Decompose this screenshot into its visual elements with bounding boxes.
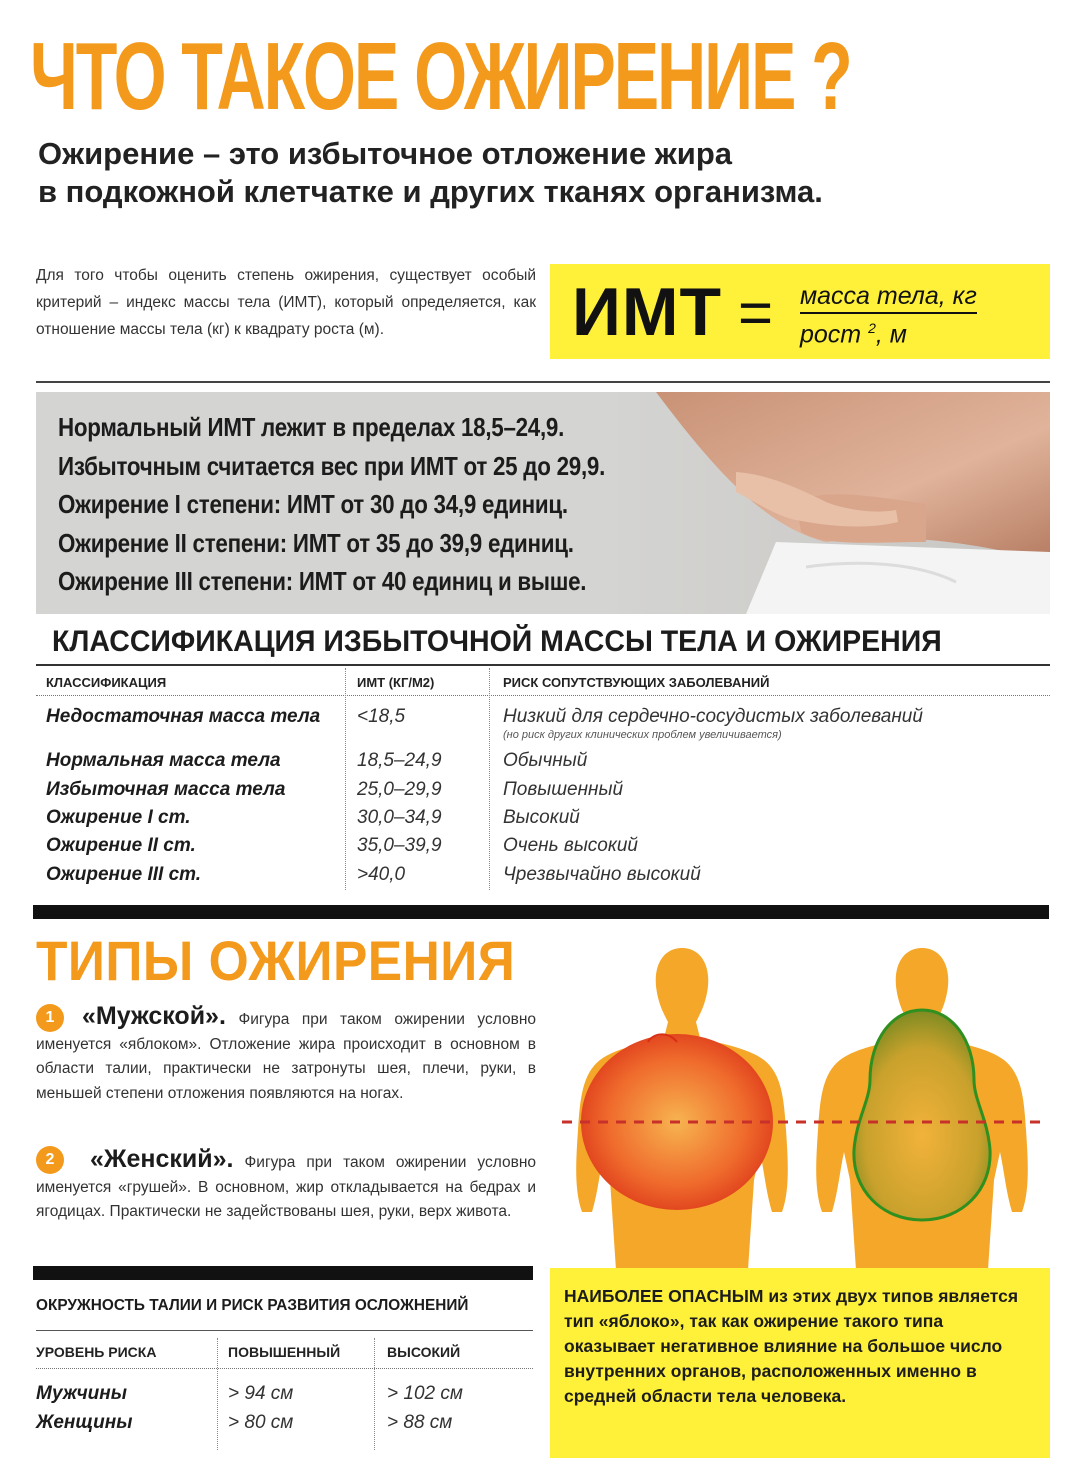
column-divider <box>374 1338 375 1450</box>
divider <box>36 1368 533 1369</box>
table-header: КЛАССИФИКАЦИЯ <box>46 675 167 690</box>
subtitle-line-2: в подкожной клетчатке и других тканях организма. <box>38 174 823 209</box>
section-divider <box>33 1266 533 1280</box>
table-cell-class: Ожирение II ст. <box>46 835 196 856</box>
type-text: Фигура при таком ожирении условно именуется «яблоком». Отложение жира происходит в основном в области талии, практически не затронуты шея, плечи, руки, в меньшей степени отложения появляются на ногах. <box>36 1011 536 1102</box>
table-cell-bmi: <18,5 <box>357 706 406 727</box>
table-cell-risk: Высокий <box>503 807 580 828</box>
bmi-range-line: Ожирение II степени: ИМТ от 35 до 39,9 единиц. <box>58 527 574 558</box>
bmi-range-line: Избыточным считается вес при ИМТ от 25 до 29,9. <box>58 450 606 481</box>
table-cell-class: Ожирение I ст. <box>46 807 191 828</box>
table-cell-who: Женщины <box>36 1412 133 1433</box>
bmi-range-line: Ожирение I степени: ИМТ от 30 до 34,9 единиц. <box>58 489 568 519</box>
table-cell-class: Избыточная масса тела <box>46 779 286 800</box>
table-cell-bmi: 35,0–39,9 <box>357 835 442 856</box>
table-cell-who: Мужчины <box>36 1383 127 1404</box>
type-name: «Женский». <box>90 1145 234 1173</box>
bmi-range-line: Нормальный ИМТ лежит в пределах 18,5–24,9. <box>58 412 565 442</box>
table-header: РИСК СОПУТСТВУЮЩИХ ЗАБОЛЕВАНИЙ <box>503 675 770 690</box>
waist-table-title: ОКРУЖНОСТЬ ТАЛИИ И РИСК РАЗВИТИЯ ОСЛОЖНЕНИЙ <box>36 1297 469 1314</box>
type-name: «Мужской». <box>82 1002 226 1030</box>
table-cell-risk: Очень высокий <box>503 835 638 856</box>
table-header: УРОВЕНЬ РИСКА <box>36 1344 157 1360</box>
table-cell-bmi: >40,0 <box>357 864 406 885</box>
table-cell-risk: Повышенный <box>503 779 624 800</box>
bmi-ranges-band <box>36 392 1050 614</box>
bmi-range-line: Ожирение III степени: ИМТ от 40 единиц и выше. <box>58 566 587 596</box>
body-types-illustration <box>552 930 1052 1270</box>
table-cell-high: > 102 см <box>387 1383 463 1404</box>
subtitle <box>38 135 1038 211</box>
column-divider <box>217 1338 218 1450</box>
table-cell-class: Недостаточная масса тела <box>46 706 321 727</box>
formula-numerator: масса тела, кг <box>800 282 977 314</box>
type-description <box>36 1004 536 1106</box>
formula-equals: = <box>738 279 774 346</box>
table-cell-high: > 88 см <box>387 1412 453 1433</box>
type-text: Фигура при таком ожирении условно именуется «грушей». В основном, жир откладывается на бедрах и ягодицах. Практически не задействованы шея, руки, верх живота. <box>36 1154 536 1220</box>
number-badge: 1 <box>36 1004 64 1032</box>
danger-note-box <box>550 1268 1050 1458</box>
intro-paragraph: Для того чтобы оценить степень ожирения, существует особый критерий – индекс массы тела (ИМТ), который определяется, как отношение массы тела (кг) к квадрату роста (м). <box>36 267 536 338</box>
divider <box>36 695 1050 696</box>
table-cell-elevated: > 94 см <box>228 1383 294 1404</box>
table-header: ИМТ (КГ/М2) <box>357 675 435 690</box>
types-title: ТИПЫ ОЖИРЕНИЯ <box>36 929 516 992</box>
table-cell-elevated: > 80 см <box>228 1412 294 1433</box>
table-cell-class: Нормальная масса тела <box>46 750 281 771</box>
bmi-ranges-list <box>58 408 694 601</box>
table-header: ВЫСОКИЙ <box>387 1344 461 1360</box>
table-cell-bmi: 18,5–24,9 <box>357 750 442 771</box>
formula-left: ИМТ <box>572 274 723 350</box>
formula-denominator: рост $^2$, м <box>800 320 907 349</box>
table-note: (но риск других клинических проблем увеличивается) <box>503 729 782 741</box>
type-description <box>36 1147 536 1225</box>
subtitle-line-1: Ожирение – это избыточное отложение жира <box>38 136 733 171</box>
column-divider <box>345 668 346 890</box>
number-badge: 2 <box>36 1146 64 1174</box>
table-cell-risk: Низкий для сердечно-сосудистых заболеваний <box>503 706 923 727</box>
classification-title: КЛАССИФИКАЦИЯ ИЗБЫТОЧНОЙ МАССЫ ТЕЛА И ОЖИРЕНИЯ <box>52 625 942 658</box>
table-cell-bmi: 30,0–34,9 <box>357 807 442 828</box>
table-cell-risk: Чрезвычайно высокий <box>503 864 701 885</box>
table-cell-risk: Обычный <box>503 750 588 771</box>
page-title: ЧТО ТАКОЕ ОЖИРЕНИЕ ? <box>30 23 851 130</box>
divider <box>36 664 1050 666</box>
divider <box>36 381 1050 383</box>
divider <box>36 1330 533 1331</box>
table-cell-bmi: 25,0–29,9 <box>357 779 442 800</box>
column-divider <box>489 668 490 890</box>
bmi-formula-box <box>550 264 1050 359</box>
danger-note-text: НАИБОЛЕЕ ОПАСНЫМ из этих двух типов является тип «яблоко», так как ожирение такого типа оказывает негативное влияние на большое число внутренних органов, расположенных именно в средней области тела человека. <box>564 1286 1019 1406</box>
section-divider <box>33 905 1049 919</box>
table-cell-class: Ожирение III ст. <box>46 864 202 885</box>
table-header: ПОВЫШЕННЫЙ <box>228 1344 341 1360</box>
